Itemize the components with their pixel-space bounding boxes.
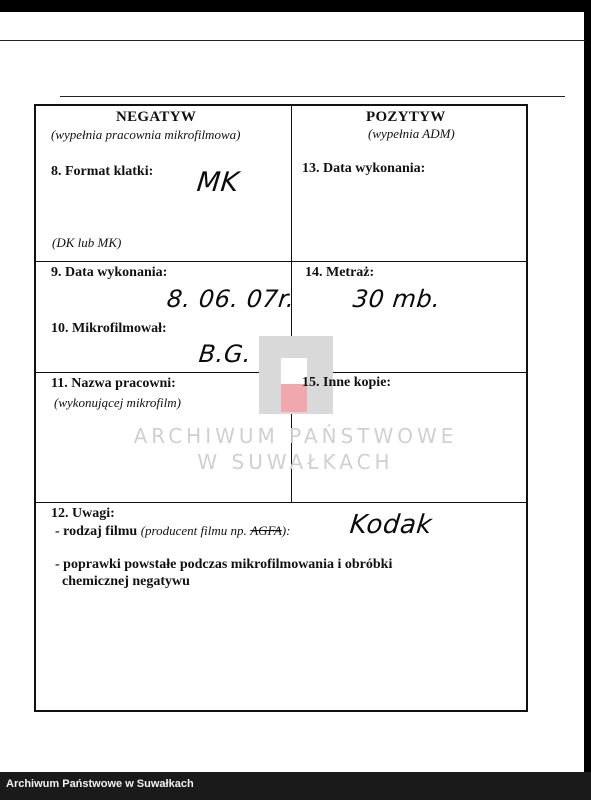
rodzaj-filmu-value: Kodak bbox=[348, 510, 434, 540]
rodzaj-filmu-example: AGFA bbox=[250, 523, 282, 538]
metraz-label: 14. Metraż: bbox=[305, 265, 375, 280]
rodzaj-filmu-note-end: ): bbox=[281, 523, 291, 538]
format-klatki-label: 8. Format klatki: bbox=[51, 164, 154, 179]
nazwa-pracowni-note: (wykonującej mikrofilm) bbox=[54, 395, 181, 410]
poprawki-line2: chemicznej negatywu bbox=[62, 574, 190, 589]
mikrofilmowal-label: 10. Mikrofilmował: bbox=[51, 321, 167, 336]
negatyw-header: NEGATYW bbox=[116, 109, 197, 125]
row-divider bbox=[34, 502, 528, 503]
format-klatki-value: MK bbox=[195, 167, 241, 198]
pozytyw-subheader: (wypełnia ADM) bbox=[368, 126, 455, 141]
poprawki-line1: - poprawki powstałe podczas mikrofilmowania i obróbki bbox=[55, 557, 393, 572]
scan-artifact-line bbox=[60, 96, 565, 97]
data-wykonania-value: 8. 06. 07r. bbox=[165, 285, 297, 313]
data-wykonania-label: 9. Data wykonania: bbox=[51, 265, 168, 280]
nazwa-pracowni-label: 11. Nazwa pracowni: bbox=[51, 376, 176, 391]
rodzaj-filmu-line bbox=[55, 523, 290, 540]
row-divider bbox=[34, 261, 528, 262]
footer-archive-label: Archiwum Państwowe w Suwałkach bbox=[6, 778, 194, 790]
pozytyw-header: POZYTYW bbox=[366, 109, 446, 125]
uwagi-label: 12. Uwagi: bbox=[51, 506, 115, 521]
inne-kopie-label: 15. Inne kopie: bbox=[302, 375, 392, 390]
watermark-line2: W SUWAŁKACH bbox=[197, 450, 394, 474]
pozytyw-data-wykonania-label: 13. Data wykonania: bbox=[302, 161, 426, 176]
rodzaj-filmu-label: - rodzaj filmu bbox=[55, 524, 138, 539]
mikrofilmowal-value: B.G. bbox=[197, 340, 253, 368]
watermark-line1: ARCHIWUM PAŃSTWOWE bbox=[133, 424, 458, 448]
rodzaj-filmu-note: (producent filmu np. bbox=[140, 523, 247, 538]
negatyw-subheader: (wypełnia pracownia mikrofilmowa) bbox=[51, 127, 241, 142]
format-klatki-note: (DK lub MK) bbox=[52, 235, 122, 250]
metraz-value: 30 mb. bbox=[351, 285, 442, 313]
scan-right-border bbox=[584, 0, 591, 800]
scan-artifact-line bbox=[0, 40, 585, 41]
scan-top-border bbox=[0, 0, 591, 12]
